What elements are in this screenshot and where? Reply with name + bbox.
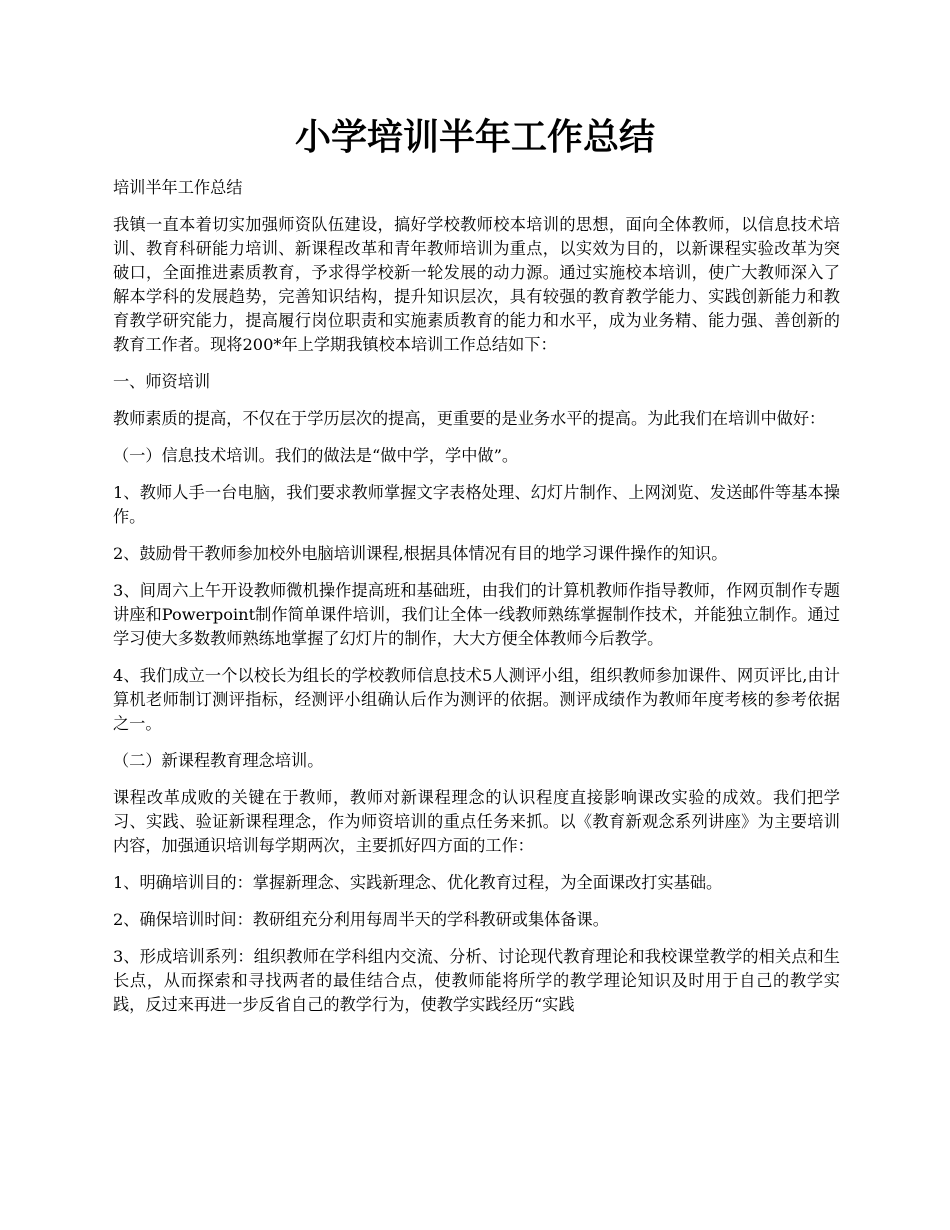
list-item: 2、确保培训时间：教研组充分利用每周半天的学科教研或集体备课。 [113,910,609,929]
list-item: 1、教师人手一台电脑，我们要求教师掌握文字表格处理、幻灯片制作、上网浏览、发送邮件等基本操作。 [113,483,840,526]
document-body [113,176,840,1030]
list-item: 3、间周六上午开设教师微机操作提高班和基础班，由我们的计算机教师作指导教师，作网页制作专题讲座和Powerpoint制作简单课件培训，我们让全体一线教师熟练掌握制作技术，并能独立制作。通过学习使大多数教师熟练地掌握了幻灯片的制作，大大方便全体教师今后教学。 [113,581,840,648]
list-item: 3、形成培训系列：组织教师在学科组内交流、分析、讨论现代教育理论和我校课堂教学的相关点和生长点，从而探索和寻找两者的最佳结合点，使教师能将所学的教学理论知识及时用于自己的教学实践，反过来再进一步反省自己的教学行为，使教学实践经历“实践 [113,947,840,1014]
subsection-heading: （一）信息技术培训。我们的做法是“做中学，学中做”。 [113,446,519,465]
body-paragraph: 教师素质的提高，不仅在于学历层次的提高，更重要的是业务水平的提高。为此我们在培训中做好： [113,409,826,428]
list-item: 2、鼓励骨干教师参加校外电脑培训课程,根据具体情况有目的地学习课件操作的知识。 [113,544,728,563]
intro-paragraph: 我镇一直本着切实加强师资队伍建设，搞好学校教师校本培训的思想，面向全体教师，以信息技术培训、教育科研能力培训、新课程改革和青年教师培训为重点，以实效为目的，以新课程实验改革为突破口，全面推进素质教育，予求得学校新一轮发展的动力源。通过实施校本培训，使广大教师深入了解本学科的发展趋势，完善知识结构，提升知识层次，具有较强的教育教学能力、实践创新能力和教育教学研究能力，提高履行岗位职责和实施素质教育的能力和水平，成为业务精、能力强、善创新的教育工作者。现将200*年上学期我镇校本培训工作总结如下： [113,215,840,354]
list-item: 4、我们成立一个以校长为组长的学校教师信息技术5人测评小组，组织教师参加课件、网页评比,由计算机老师制订测评指标，经测评小组确认后作为测评的依据。测评成绩作为教师年度考核的参考依据之一。 [113,666,840,733]
list-item: 1、明确培训目的：掌握新理念、实践新理念、优化教育过程，为全面课改打实基础。 [113,873,723,892]
document-title: 小学培训半年工作总结 [294,116,655,158]
body-paragraph: 课程改革成败的关键在于教师，教师对新课程理念的认识程度直接影响课改实验的成效。我们把学习、实践、验证新课程理念，作为师资培训的重点任务来抓。以《教育新观念系列讲座》为主要培训内容，加强通识培训每学期两次，主要抓好四方面的工作： [113,788,840,855]
subtitle-paragraph: 培训半年工作总结 [113,178,243,197]
section-heading: 一、师资培训 [113,372,211,391]
subsection-heading: （二）新课程教育理念培训。 [113,751,324,770]
